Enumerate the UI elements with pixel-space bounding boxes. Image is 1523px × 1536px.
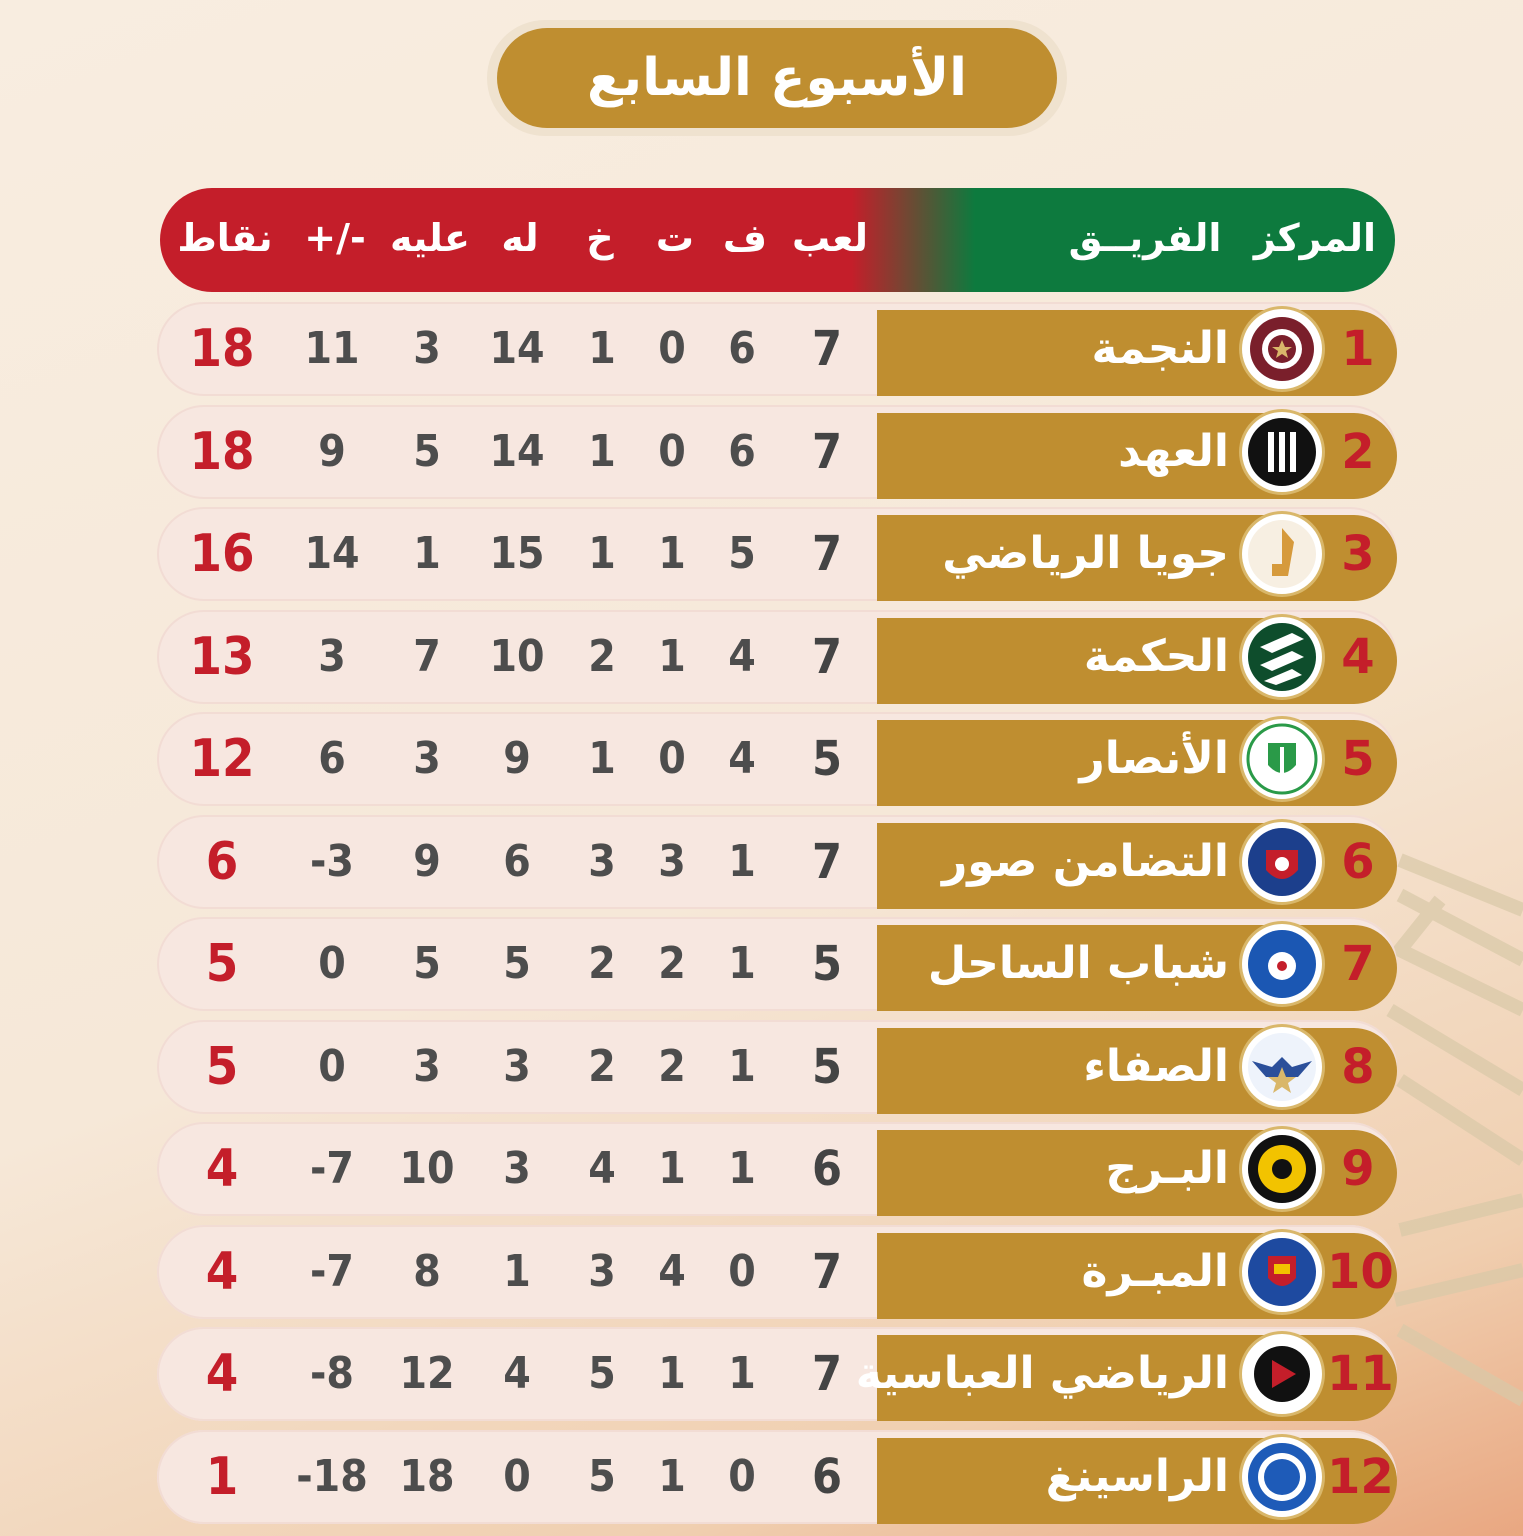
goals-for-cell: 1 xyxy=(503,1245,531,1297)
team-name: الأنصار xyxy=(1079,733,1229,784)
played-cell: 7 xyxy=(811,526,843,582)
table-row xyxy=(157,405,1397,499)
played-cell: 5 xyxy=(811,1038,843,1095)
lost-cell: 2 xyxy=(588,630,616,682)
rank-cell: 7 xyxy=(1341,936,1375,992)
goal-diff-cell: 0 xyxy=(318,938,346,989)
goals-for-cell: 3 xyxy=(503,1040,531,1092)
points-cell: 5 xyxy=(205,934,239,994)
ansar-logo xyxy=(1242,719,1322,799)
draw-cell: 3 xyxy=(658,835,686,887)
team-name: الراسينغ xyxy=(1045,1450,1229,1502)
played-cell: 7 xyxy=(811,1346,843,1402)
lost-cell: 3 xyxy=(588,1245,616,1297)
goals-against-cell: 7 xyxy=(413,630,441,682)
goals-for-cell: 14 xyxy=(489,425,545,477)
goal-diff-cell: 3 xyxy=(318,630,346,682)
lost-cell: 1 xyxy=(588,733,616,784)
goals-against-cell: 5 xyxy=(413,938,441,989)
team-name: شباب الساحل xyxy=(927,938,1229,989)
ahed-logo xyxy=(1242,412,1322,492)
goal-diff-cell: -7 xyxy=(310,1143,354,1194)
table-row xyxy=(157,1122,1397,1216)
table-row xyxy=(157,1327,1397,1421)
goals-for-cell: 3 xyxy=(503,1143,531,1194)
table-row xyxy=(157,815,1397,909)
mabarra-logo xyxy=(1242,1232,1322,1312)
table-row xyxy=(157,1020,1397,1114)
goal-diff-cell: 11 xyxy=(304,323,360,374)
goals-against-cell: 12 xyxy=(399,1348,455,1399)
points-cell: 5 xyxy=(205,1036,239,1097)
won-cell: 0 xyxy=(728,1450,756,1502)
rank-cell: 11 xyxy=(1327,1346,1394,1402)
week-title: الأسبوع السابع xyxy=(497,28,1057,128)
points-cell: 1 xyxy=(205,1446,239,1507)
goals-for-cell: 15 xyxy=(489,528,545,579)
team-name: البـرج xyxy=(1105,1143,1229,1194)
jwaya-logo xyxy=(1242,514,1322,594)
goal-diff-cell: -18 xyxy=(296,1450,368,1502)
lost-cell: 5 xyxy=(588,1450,616,1502)
points-cell: 4 xyxy=(205,1241,239,1302)
draw-cell: 4 xyxy=(658,1245,686,1297)
draw-cell: 0 xyxy=(658,733,686,784)
goals-against-cell: 8 xyxy=(413,1245,441,1297)
won-cell: 5 xyxy=(728,528,756,579)
points-cell: 4 xyxy=(205,1139,239,1199)
points-cell: 16 xyxy=(189,524,255,584)
header-points: نقاط xyxy=(177,216,273,260)
table-row xyxy=(157,917,1397,1011)
goal-diff-cell: 0 xyxy=(318,1040,346,1092)
draw-cell: 1 xyxy=(658,1143,686,1194)
goal-diff-cell: 14 xyxy=(304,528,360,579)
lost-cell: 2 xyxy=(588,1040,616,1092)
points-cell: 6 xyxy=(205,831,239,892)
won-cell: 1 xyxy=(728,835,756,887)
table-row xyxy=(157,302,1397,396)
lost-cell: 1 xyxy=(588,323,616,374)
draw-cell: 0 xyxy=(658,425,686,477)
rank-cell: 8 xyxy=(1341,1038,1375,1095)
goals-against-cell: 3 xyxy=(413,323,441,374)
goals-for-cell: 9 xyxy=(503,733,531,784)
points-cell: 18 xyxy=(189,421,255,482)
shabab-sahel-logo xyxy=(1242,924,1322,1004)
goals-against-cell: 9 xyxy=(413,835,441,887)
won-cell: 4 xyxy=(728,733,756,784)
goals-against-cell: 5 xyxy=(413,425,441,477)
bourj-logo xyxy=(1242,1129,1322,1209)
draw-cell: 1 xyxy=(658,1450,686,1502)
team-name: التضامن صور xyxy=(941,835,1229,887)
points-cell: 4 xyxy=(205,1344,239,1404)
header-played: لعب xyxy=(792,216,868,260)
played-cell: 6 xyxy=(811,1141,843,1197)
team-name: جويا الرياضي xyxy=(942,528,1229,579)
goals-against-cell: 3 xyxy=(413,733,441,784)
goals-against-cell: 18 xyxy=(399,1450,455,1502)
rank-cell: 3 xyxy=(1341,526,1375,582)
riyadi-abbasiyeh-logo xyxy=(1242,1334,1322,1414)
table-row xyxy=(157,712,1397,806)
played-cell: 5 xyxy=(811,936,843,992)
draw-cell: 1 xyxy=(658,1348,686,1399)
goals-for-cell: 0 xyxy=(503,1450,531,1502)
lost-cell: 4 xyxy=(588,1143,616,1194)
lost-cell: 2 xyxy=(588,938,616,989)
team-name: الصفاء xyxy=(1083,1040,1229,1092)
lost-cell: 3 xyxy=(588,835,616,887)
goal-diff-cell: 9 xyxy=(318,425,346,477)
goal-diff-cell: -7 xyxy=(310,1245,354,1297)
goal-diff-cell: -8 xyxy=(310,1348,354,1399)
draw-cell: 2 xyxy=(658,1040,686,1092)
nejmeh-logo xyxy=(1242,309,1322,389)
team-name: الحكمة xyxy=(1083,630,1229,682)
goals-against-cell: 10 xyxy=(399,1143,455,1194)
racing-logo xyxy=(1242,1437,1322,1517)
goals-for-cell: 6 xyxy=(503,835,531,887)
won-cell: 4 xyxy=(728,630,756,682)
header-draw: ت xyxy=(655,216,695,260)
played-cell: 7 xyxy=(811,628,843,685)
draw-cell: 0 xyxy=(658,323,686,374)
played-cell: 6 xyxy=(811,1448,843,1505)
played-cell: 7 xyxy=(811,321,843,377)
won-cell: 0 xyxy=(728,1245,756,1297)
header-rank: المركز xyxy=(1253,216,1377,260)
goals-for-cell: 14 xyxy=(489,323,545,374)
goal-diff-cell: 6 xyxy=(318,733,346,784)
played-cell: 7 xyxy=(811,423,843,480)
goals-for-cell: 4 xyxy=(503,1348,531,1399)
won-cell: 1 xyxy=(728,1348,756,1399)
points-cell: 18 xyxy=(189,319,255,379)
tadamon-logo xyxy=(1242,822,1322,902)
draw-cell: 2 xyxy=(658,938,686,989)
team-name: العهد xyxy=(1118,425,1229,477)
won-cell: 6 xyxy=(728,323,756,374)
header-lost: خ xyxy=(586,216,614,260)
lost-cell: 5 xyxy=(588,1348,616,1399)
lost-cell: 1 xyxy=(588,528,616,579)
safa-logo xyxy=(1242,1027,1322,1107)
rank-cell: 1 xyxy=(1341,321,1375,377)
team-name: المبـرة xyxy=(1081,1245,1229,1297)
won-cell: 1 xyxy=(728,1040,756,1092)
table-row xyxy=(157,610,1397,704)
rank-cell: 9 xyxy=(1341,1141,1375,1197)
played-cell: 7 xyxy=(811,1243,843,1300)
rank-cell: 5 xyxy=(1341,731,1375,787)
goals-against-cell: 1 xyxy=(413,528,441,579)
draw-cell: 1 xyxy=(658,528,686,579)
table-header xyxy=(160,188,1395,292)
rank-cell: 10 xyxy=(1327,1243,1394,1300)
team-name: النجمة xyxy=(1091,323,1229,374)
draw-cell: 1 xyxy=(658,630,686,682)
won-cell: 1 xyxy=(728,1143,756,1194)
played-cell: 7 xyxy=(811,833,843,890)
won-cell: 6 xyxy=(728,425,756,477)
rank-cell: 4 xyxy=(1341,628,1375,685)
goal-diff-cell: -3 xyxy=(310,835,354,887)
goals-for-cell: 10 xyxy=(489,630,545,682)
header-goals-for: له xyxy=(501,216,539,260)
table-row xyxy=(157,1225,1397,1319)
goals-for-cell: 5 xyxy=(503,938,531,989)
points-cell: 12 xyxy=(189,729,255,789)
points-cell: 13 xyxy=(189,626,255,687)
table-row xyxy=(157,507,1397,601)
team-name: الرياضي العباسية xyxy=(855,1348,1229,1399)
rank-cell: 6 xyxy=(1341,833,1375,890)
week-title-pill xyxy=(487,20,1067,136)
table-row xyxy=(157,1430,1397,1524)
header-goal-diff: +/- xyxy=(304,216,366,260)
header-team: الفريــق xyxy=(1068,216,1222,260)
played-cell: 5 xyxy=(811,731,843,787)
rank-cell: 12 xyxy=(1327,1448,1394,1505)
header-won: ف xyxy=(722,216,768,260)
rank-cell: 2 xyxy=(1341,423,1375,480)
lost-cell: 1 xyxy=(588,425,616,477)
hekmeh-logo xyxy=(1242,617,1322,697)
header-goals-against: عليه xyxy=(389,216,471,260)
won-cell: 1 xyxy=(728,938,756,989)
goals-against-cell: 3 xyxy=(413,1040,441,1092)
